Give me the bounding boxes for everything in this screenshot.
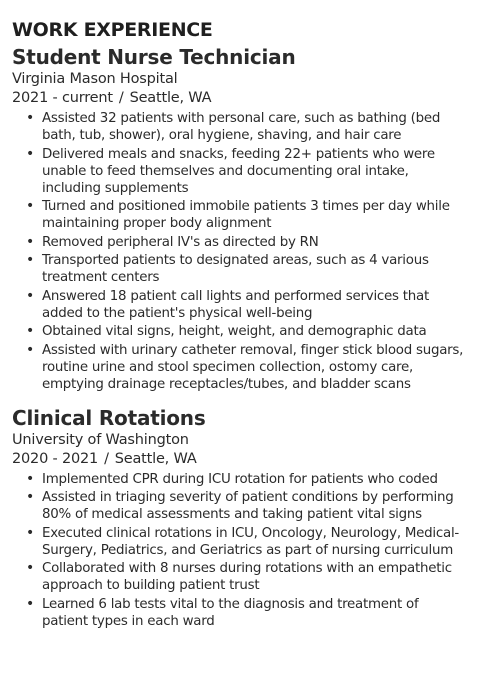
job-entry-clinical-rotations (12, 405, 468, 630)
bullet-item: • Obtained vital signs, height, weight, and demographic data (42, 323, 468, 340)
job-meta (12, 450, 468, 469)
bullet-list (12, 110, 468, 393)
bullet-item: • Removed peripheral IV's as directed by RN (42, 234, 468, 251)
bullet-item: • Learned 6 lab tests vital to the diagnosis and treatment of patient types in each ward (42, 596, 468, 630)
bullet-item: • Assisted with urinary catheter removal, finger stick blood sugars, routine urine and stool specimen collection, ostomy care, emptying drainage receptacles/tubes, and bladder scans (42, 342, 468, 393)
section-heading: WORK EXPERIENCE (12, 19, 213, 41)
organization: University of Washington (12, 431, 189, 448)
bullet-item: • Turned and positioned immobile patients 3 times per day while maintaining proper body alignment (42, 198, 468, 232)
bullet-list (12, 471, 468, 630)
organization: Virginia Mason Hospital (12, 71, 178, 87)
bullet-item: • Transported patients to designated areas, such as 4 various treatment centers (42, 252, 468, 286)
bullet-item: • Answered 18 patient call lights and performed services that added to the patient's physical well-being (42, 288, 468, 322)
meta-separator: / (104, 450, 109, 467)
meta-separator: / (118, 90, 124, 106)
bullet-item: • Delivered meals and snacks, feeding 22+ patients who were unable to feed themselves and documenting oral intake, including supplements (42, 146, 468, 197)
bullet-item: • Assisted 32 patients with personal care, such as bathing (bed bath, tub, shower), oral hygiene, shaving, and hair care (42, 110, 468, 144)
bullet-item: • Implemented CPR during ICU rotation for patients who coded (42, 471, 468, 488)
job-entry-student-nurse-technician (12, 44, 468, 393)
job-title: Student Nurse Technician (12, 45, 296, 69)
bullet-item: • Executed clinical rotations in ICU, Oncology, Neurology, Medical-Surgery, Pediatrics, and Geriatrics as part of nursing curriculum (42, 525, 468, 559)
job-location: Seattle, WA (114, 450, 197, 467)
bullet-item: • Assisted in triaging severity of patient conditions by performing 80% of medical assessments and taking patient vital signs (42, 489, 468, 523)
job-location: Seattle, WA (129, 90, 212, 106)
job-meta (12, 89, 468, 108)
job-dates: 2021 - current (12, 90, 113, 106)
bullet-item: • Collaborated with 8 nurses during rotations with an empathetic approach to building patient trust (42, 560, 468, 594)
job-dates: 2020 - 2021 (12, 450, 99, 467)
job-title: Clinical Rotations (12, 405, 206, 430)
